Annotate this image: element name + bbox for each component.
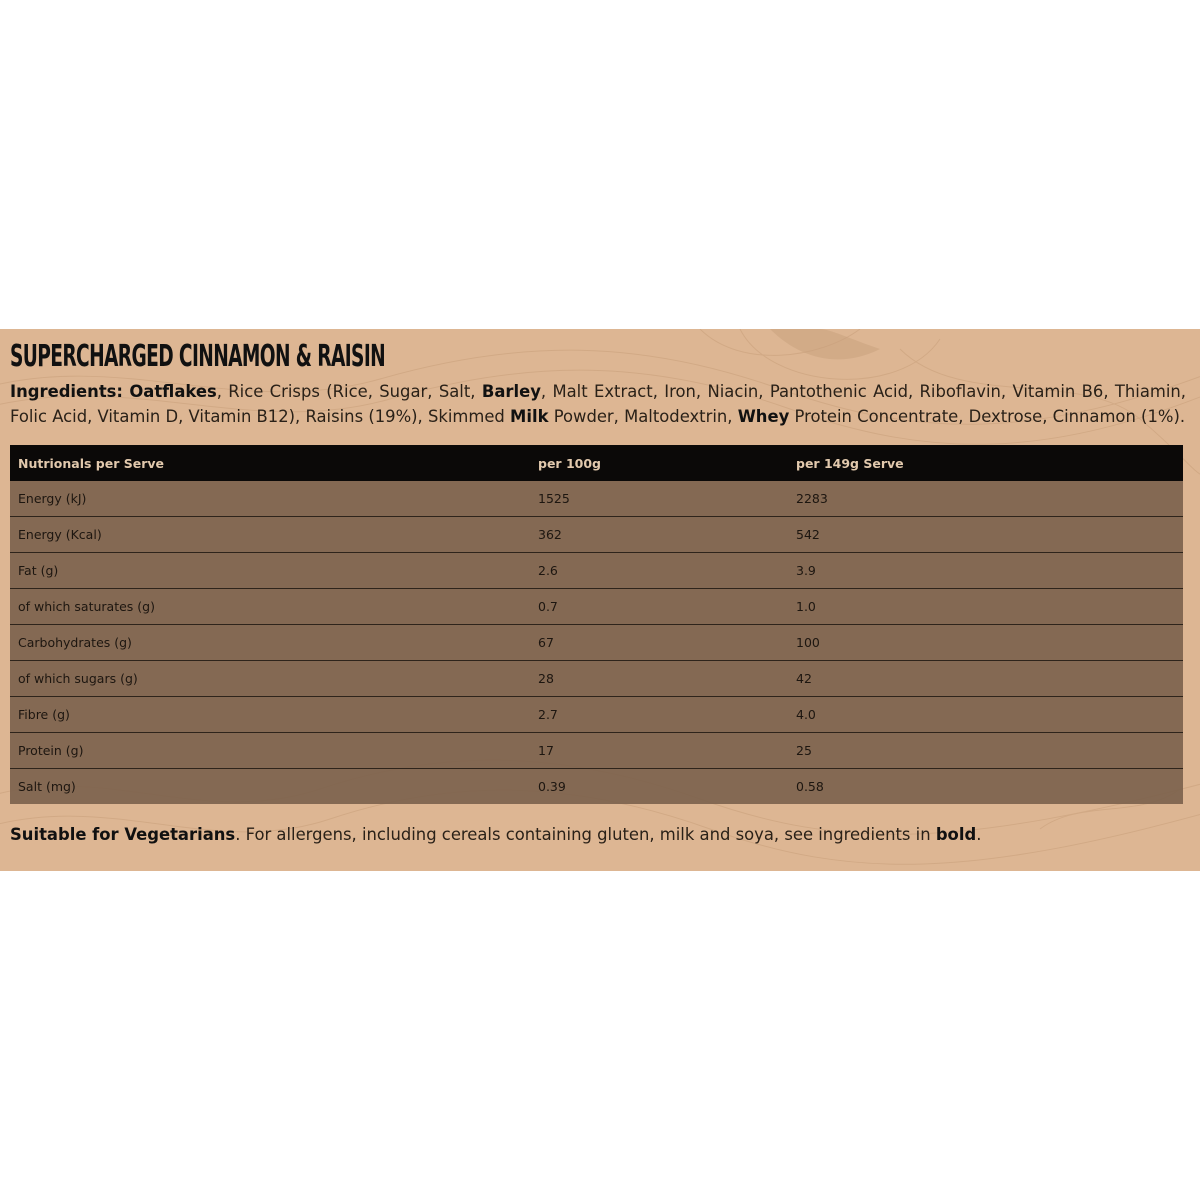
table-row bbox=[10, 697, 1183, 733]
header-per-100g: per 100g bbox=[530, 445, 788, 481]
table-row bbox=[10, 625, 1183, 661]
cell-per-serve: 0.58 bbox=[788, 769, 1183, 805]
cell-per-100g: 2.6 bbox=[530, 553, 788, 589]
ingredients-label: Ingredients: bbox=[10, 382, 123, 401]
table-row bbox=[10, 553, 1183, 589]
cell-nutrient: Fibre (g) bbox=[10, 697, 530, 733]
cell-nutrient: Energy (Kcal) bbox=[10, 517, 530, 553]
cell-per-100g: 1525 bbox=[530, 481, 788, 517]
header-nutrient: Nutrionals per Serve bbox=[10, 445, 530, 481]
cell-nutrient: Protein (g) bbox=[10, 733, 530, 769]
cell-per-serve: 542 bbox=[788, 517, 1183, 553]
cell-per-serve: 100 bbox=[788, 625, 1183, 661]
cell-per-serve: 25 bbox=[788, 733, 1183, 769]
cell-nutrient: of which saturates (g) bbox=[10, 589, 530, 625]
cell-per-100g: 28 bbox=[530, 661, 788, 697]
cell-per-100g: 362 bbox=[530, 517, 788, 553]
bold-term: Milk bbox=[510, 407, 549, 426]
nutrition-table bbox=[10, 445, 1183, 804]
cell-per-serve: 1.0 bbox=[788, 589, 1183, 625]
bold-term: Oatflakes bbox=[129, 382, 217, 401]
table-row bbox=[10, 733, 1183, 769]
table-row bbox=[10, 661, 1183, 697]
text-segment: . bbox=[976, 825, 982, 844]
table-row bbox=[10, 481, 1183, 517]
cell-nutrient: Fat (g) bbox=[10, 553, 530, 589]
cell-per-100g: 17 bbox=[530, 733, 788, 769]
ingredients-list bbox=[10, 382, 1186, 426]
cell-nutrient: Energy (kJ) bbox=[10, 481, 530, 517]
cell-per-serve: 4.0 bbox=[788, 697, 1183, 733]
table-body bbox=[10, 481, 1183, 804]
bold-term: Whey bbox=[737, 407, 790, 426]
text-segment: , Rice Crisps (Rice, Sugar, Salt, bbox=[216, 382, 482, 401]
cell-nutrient: Salt (mg) bbox=[10, 769, 530, 805]
ingredients-text bbox=[10, 379, 1186, 429]
table-row bbox=[10, 769, 1183, 805]
bold-term: Suitable for Vegetarians bbox=[10, 825, 236, 844]
table-row bbox=[10, 589, 1183, 625]
nutrition-panel bbox=[0, 329, 1200, 871]
text-segment: . For allergens, including cereals containing gluten, milk and soya, see ingredients in bbox=[235, 825, 936, 844]
cell-per-100g: 67 bbox=[530, 625, 788, 661]
text-segment: Protein Concentrate, Dextrose, Cinnamon (1%). bbox=[789, 407, 1186, 426]
bold-term: bold bbox=[935, 825, 977, 844]
text-segment: Powder, Maltodextrin, bbox=[548, 407, 738, 426]
cell-nutrient: Carbohydrates (g) bbox=[10, 625, 530, 661]
cell-per-serve: 3.9 bbox=[788, 553, 1183, 589]
table-header-row bbox=[10, 445, 1183, 481]
cell-per-100g: 0.39 bbox=[530, 769, 788, 805]
cell-nutrient: of which sugars (g) bbox=[10, 661, 530, 697]
allergen-note-text bbox=[10, 825, 981, 844]
cell-per-100g: 2.7 bbox=[530, 697, 788, 733]
cell-per-serve: 42 bbox=[788, 661, 1183, 697]
cell-per-100g: 0.7 bbox=[530, 589, 788, 625]
header-per-serve: per 149g Serve bbox=[788, 445, 1183, 481]
cell-per-serve: 2283 bbox=[788, 481, 1183, 517]
product-title: SUPERCHARGED CINNAMON & RAISIN bbox=[10, 339, 386, 374]
bold-term: Barley bbox=[481, 382, 541, 401]
text-segment: , Malt Extract, Iron, Niacin, Pantothenic Acid, Riboflavin, Vitamin B6, Thiamin, Folic Acid, Vitamin D, Vitamin B12), Raisins (19%), Skimmed bbox=[10, 382, 1187, 426]
allergen-note bbox=[10, 822, 981, 847]
table-row bbox=[10, 517, 1183, 553]
